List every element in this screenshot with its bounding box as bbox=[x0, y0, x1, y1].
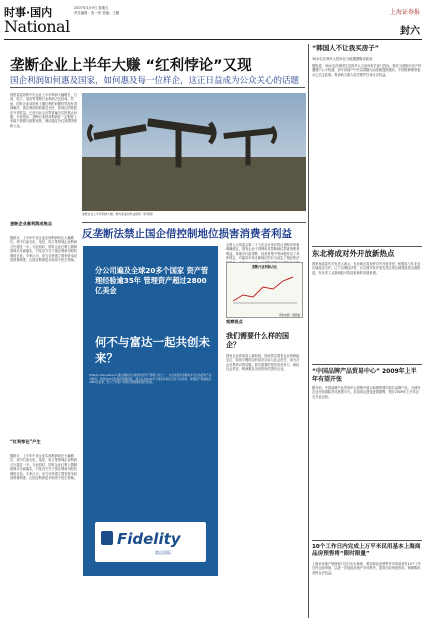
chart-svg bbox=[227, 269, 302, 309]
right-mid-title: 东北将成对外开放新热点 bbox=[312, 249, 395, 258]
lead-subhead: 国企利润如何惠及国家，如何惠及每一位样企，这正日益成为公众关心的话题 bbox=[10, 76, 300, 86]
right-rule-1 bbox=[312, 246, 422, 247]
right-low-title: “中国品牌产品贸易中心” 2009年上半年有望开张 bbox=[312, 368, 417, 383]
ad-slogan: 何不与富达一起共创未来？ bbox=[95, 335, 210, 365]
right-low-text: 据介绍，中国品牌产品贸易中心将集中展示和销售国内知名品牌产品，为国内企业开拓国际市场搭建平台。目前项目建设进展顺利，预计2009年上半年正式开业运营。 bbox=[312, 386, 421, 399]
right-top-title: “韩国人不让我买房子” bbox=[312, 44, 380, 52]
fidelity-logo bbox=[95, 522, 206, 562]
oil-field-photo bbox=[82, 93, 306, 211]
side-column-text-2: 据统计，上半年中央企业实现利润同比大幅增长，其中石油石化、电信、电力等领域企业利润占比超过一半。与此同时，国有企业红利上缴制度尚未全面落实，引发各方关于国企利润分配机制的讨论。专家认为，应当尽快建立国有资本经营预算制度，让国企利润更多地用于民生领域。 bbox=[10, 454, 77, 481]
lead-column-text: 国资委监管的中央企业上半年利润大幅增长，石油、电力、电信等垄断行业利润占比较高。然而，国有企业向国家上缴红利的问题依然没有得到解决，国企利润如何惠及全民、如何让国家股东分享收益，已成为社会各界普遍关注的焦点问题。专家指出，垄断行业的高利润在一定程度上来源于资源与政策优势，理应通过分红回馈国家和公众。 bbox=[10, 93, 77, 128]
mid-col-heading: 观察视点 bbox=[226, 319, 243, 324]
column-divider bbox=[308, 44, 309, 618]
chart-source: 资料来源：国资委 bbox=[279, 314, 300, 317]
right-top-sub: 30余名在韩华人投诉在当地遭遇购房歧视 bbox=[312, 57, 373, 61]
fidelity-logo-cn: 富达国际 bbox=[155, 550, 171, 555]
second-col-text: 全国人大常委会第二十九次会议审议的反垄断法草案明确规定，国有企业不得利用其控制地位损害消费者利益。草案对行政垄断、经营者集中等问题作出了具体规定，对滥用市场支配地位的行为设定了相应的法 bbox=[226, 243, 300, 261]
masthead bbox=[4, 3, 422, 40]
ad-tagline: 分公司遍及全球20多个国家 资产管理经验逾35年 管理资产超过2800亿美金 bbox=[95, 266, 209, 295]
side-column-text-1: 据统计，上半年中央企业实现利润同比大幅增长，其中石油石化、电信、电力等领域企业利润占比超过一半。与此同时，国有企业红利上缴制度尚未全面落实，引发各方关于国企利润分配机制的讨论。专家认为，应当尽快建立国有资本经营预算制度，让国企利润更多地用于民生领域。 bbox=[10, 236, 77, 263]
fidelity-ad bbox=[83, 246, 218, 576]
fidelity-logo-text: Fidelity bbox=[117, 530, 181, 548]
fidelity-logo-icon bbox=[101, 531, 113, 545]
second-rule bbox=[82, 222, 306, 223]
chart-title: 垄断行业利润占比 bbox=[251, 265, 278, 269]
right-bottom-text: 上海市房地产管理部门近日出台新规，要求商品房预售许可申请须在10个工作日内完成审批，以进一步规范房地产市场秩序，提高行政审批效率，保障购房者的合法权益。 bbox=[312, 562, 422, 575]
page-label: 封六 bbox=[400, 26, 420, 37]
paper-name: 上海证券报 bbox=[389, 9, 420, 16]
right-rule-3 bbox=[312, 540, 422, 541]
issue-date bbox=[74, 6, 119, 15]
mid-col-text: 国有企业改革进入新阶段，如何界定国有企业的职能定位，如何平衡国企的经济目标与社会责任，成为社会各界热议的话题。我们需要的是具有竞争力、承担社会责任、利润惠及全民的现代国有企业。 bbox=[226, 354, 300, 372]
section-title: 时事·国内 bbox=[4, 6, 53, 19]
ad-body-text: Fidelity International 富达国际是全球领先的资产管理公司之一，为全球投资者提供多元化的投资产品与服务。凭借逾35年的投资管理经验，富达在全球20多个国家和地区设有分支机构，管理资产规模超过2800亿美金，致力于为客户创造长期稳健的投资回报。 bbox=[89, 373, 212, 385]
side-heading: 垄断企业高利润成焦点 bbox=[10, 221, 52, 226]
date-line-1: 2007年3月9日 星期五 bbox=[74, 6, 109, 10]
photo-caption: 垄断企业上半年利润大增。图为某油田作业现场（资料图） bbox=[82, 212, 155, 216]
side-heading-2: “红利悖论”产生 bbox=[10, 439, 41, 444]
right-top-text: 据报道，30余名在韩国生活的华人日前向有关部门投诉，称在当地购买房产时遭遇不公平待遇，部分房地产中介以国籍为由拒绝提供服务。中国驻韩使馆表示已关注此事，将协助当事人依法维护自身合法权益。 bbox=[312, 64, 422, 77]
date-line-2: 责任编辑：张一民 美编：王鹏 bbox=[74, 10, 120, 15]
lead-headline: 垄断企业上半年大赚 “红利悖论”又现 bbox=[10, 58, 252, 74]
second-headline: 反垄断法禁止国企借控制地位损害消费者利益 bbox=[82, 228, 292, 240]
section-subtitle: National bbox=[4, 17, 70, 36]
right-bottom-title: 10个工作日内完成上万平米民用基本上海商品房预售将“限时限量” bbox=[312, 544, 421, 557]
right-mid-text: 国家发改委有关负责人表示，东北地区将加快对外开放步伐，积极参与东北亚区域经济合作。辽宁沿海经济带、长吉图开发开放先导区等区域建设将全面推进，东北老工业基地振兴将迎来新的发展机遇。 bbox=[312, 262, 421, 275]
mid-col-title: 我们需要什么样的国企？ bbox=[226, 332, 289, 349]
pumpjack-illustration bbox=[82, 93, 306, 211]
profit-chart bbox=[226, 262, 303, 318]
lead-rule bbox=[10, 87, 305, 88]
right-rule-2 bbox=[312, 364, 422, 365]
chart-line bbox=[233, 277, 293, 301]
